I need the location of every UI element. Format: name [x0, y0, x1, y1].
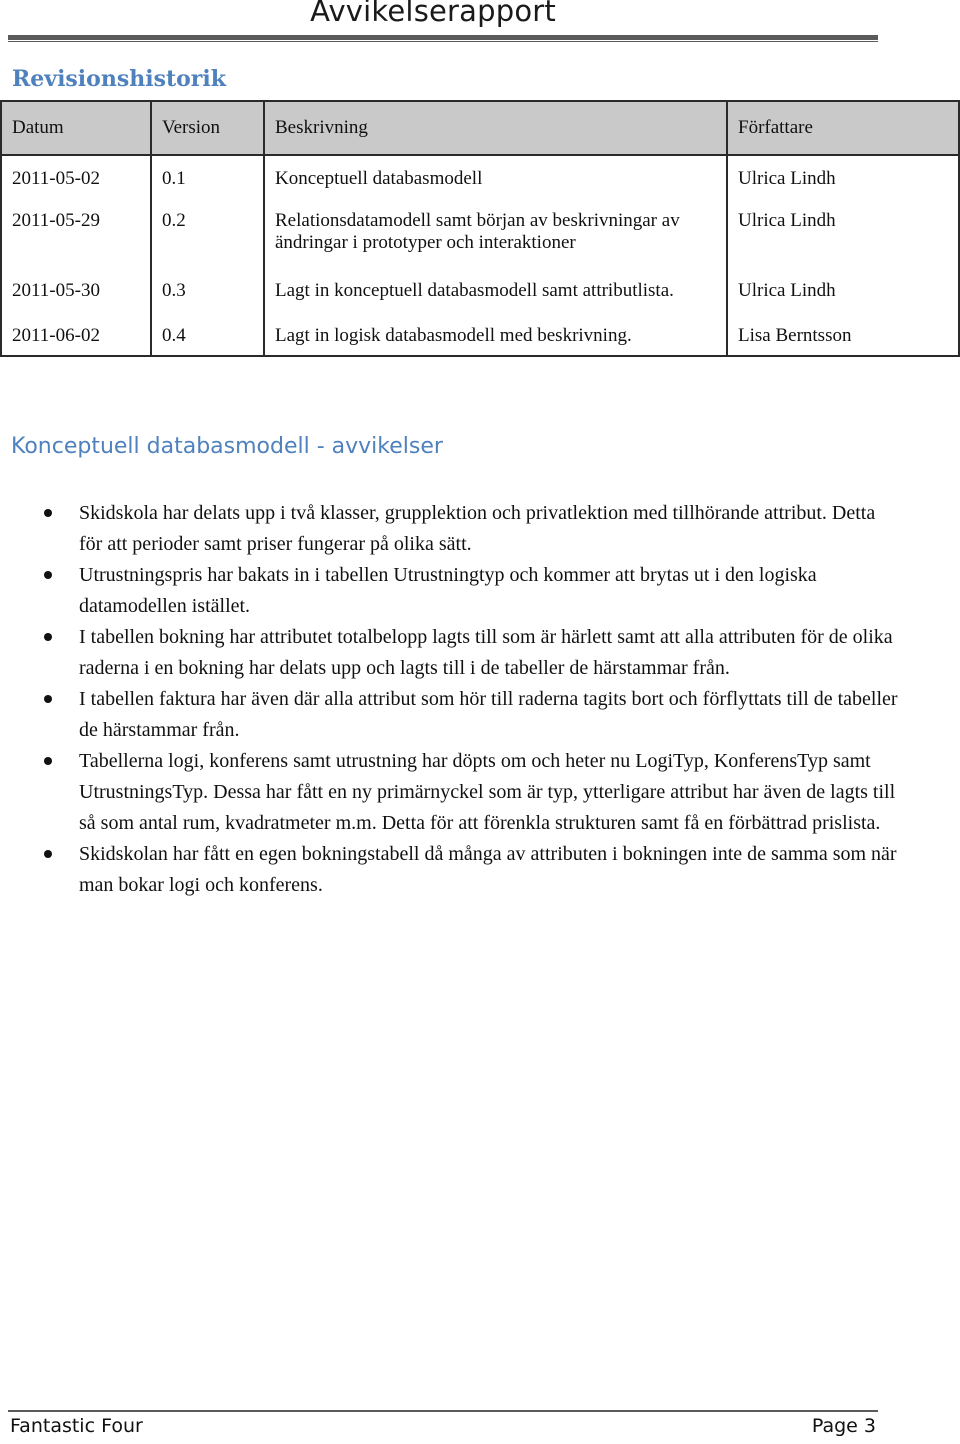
- revision-history-heading: Revisionshistorik: [12, 66, 226, 92]
- cell-date: 2011-05-30: [1, 268, 151, 313]
- cell-version: 0.2: [151, 198, 264, 268]
- list-item-text: I tabellen faktura har även där alla attribut som hör till raderna tagits bort och förflyttats till de tabeller de härstammar från.: [79, 688, 898, 741]
- cell-version: 0.4: [151, 313, 264, 356]
- cell-version: 0.3: [151, 268, 264, 313]
- cell-date: 2011-05-02: [1, 155, 151, 198]
- bullet-icon: [44, 695, 52, 703]
- list-item-text: Tabellerna logi, konferens samt utrustning har döpts om och heter nu LogiTyp, KonferensTyp samt UtrustningsTyp. Dessa har fått en ny primärnyckel som är typ, ytterligare attribut har även de lagts till så som antal rum, kvadratmeter m.m. Detta för att förenkla strukturen samt få en förbättrad prislista.: [79, 750, 896, 834]
- cell-description: Lagt in logisk databasmodell med beskrivning.: [264, 313, 727, 356]
- table-row: [1, 268, 959, 313]
- list-item-text: Skidskola har delats upp i två klasser, grupplektion och privatlektion med tillhörande attribut. Detta för att perioder samt priser fungerar på olika sätt.: [79, 502, 876, 555]
- cell-description: Konceptuell databasmodell: [264, 155, 727, 198]
- revision-table: [0, 100, 960, 357]
- footer-team-name: Fantastic Four: [10, 1415, 143, 1437]
- table-row: [1, 155, 959, 198]
- column-header-date: Datum: [1, 101, 151, 155]
- bullet-icon: [44, 571, 52, 579]
- cell-version: 0.1: [151, 155, 264, 198]
- cell-description: Lagt in konceptuell databasmodell samt attributlista.: [264, 268, 727, 313]
- header-rule-thin: [8, 41, 878, 42]
- table-row: [1, 198, 959, 268]
- cell-date: 2011-06-02: [1, 313, 151, 356]
- table-row: [1, 313, 959, 356]
- bullet-icon: [44, 509, 52, 517]
- header-rule: [8, 35, 878, 40]
- column-header-author: Författare: [727, 101, 959, 155]
- bullet-icon: [44, 757, 52, 765]
- list-item: [0, 839, 900, 901]
- list-item-text: I tabellen bokning har attributet totalbelopp lagts till som är härlett samt att alla attributen för de olika raderna i en bokning har delats upp och lagts till i de tabeller de härstammar från.: [79, 626, 893, 679]
- cell-date: 2011-05-29: [1, 198, 151, 268]
- list-item-text: Utrustningspris har bakats in i tabellen Utrustningtyp och kommer att brytas ut i den logiska datamodellen istället.: [79, 564, 817, 617]
- list-item: [0, 560, 900, 622]
- list-item-text: Skidskolan har fått en egen bokningstabell då många av attributen i bokningen inte de samma som när man bokar logi och konferens.: [79, 843, 897, 896]
- cell-author: Ulrica Lindh: [727, 155, 959, 198]
- document-header-title: Avvikelserapport: [310, 0, 556, 28]
- section-heading: Konceptuell databasmodell - avvikelser: [11, 434, 443, 459]
- list-item: [0, 746, 900, 839]
- cell-description: Relationsdatamodell samt början av beskrivningar av ändringar i prototyper och interaktioner: [264, 198, 727, 268]
- list-item: [0, 684, 900, 746]
- cell-author: Lisa Berntsson: [727, 313, 959, 356]
- page-number: Page 3: [811, 1415, 876, 1437]
- table-header-row: [1, 101, 959, 155]
- footer-rule: [8, 1410, 878, 1412]
- list-item: [0, 622, 900, 684]
- list-item: [0, 498, 900, 560]
- bullet-icon: [44, 850, 52, 858]
- deviation-list: [0, 498, 900, 901]
- column-header-description: Beskrivning: [264, 101, 727, 155]
- cell-author: Ulrica Lindh: [727, 198, 959, 268]
- column-header-version: Version: [151, 101, 264, 155]
- cell-author: Ulrica Lindh: [727, 268, 959, 313]
- bullet-icon: [44, 633, 52, 641]
